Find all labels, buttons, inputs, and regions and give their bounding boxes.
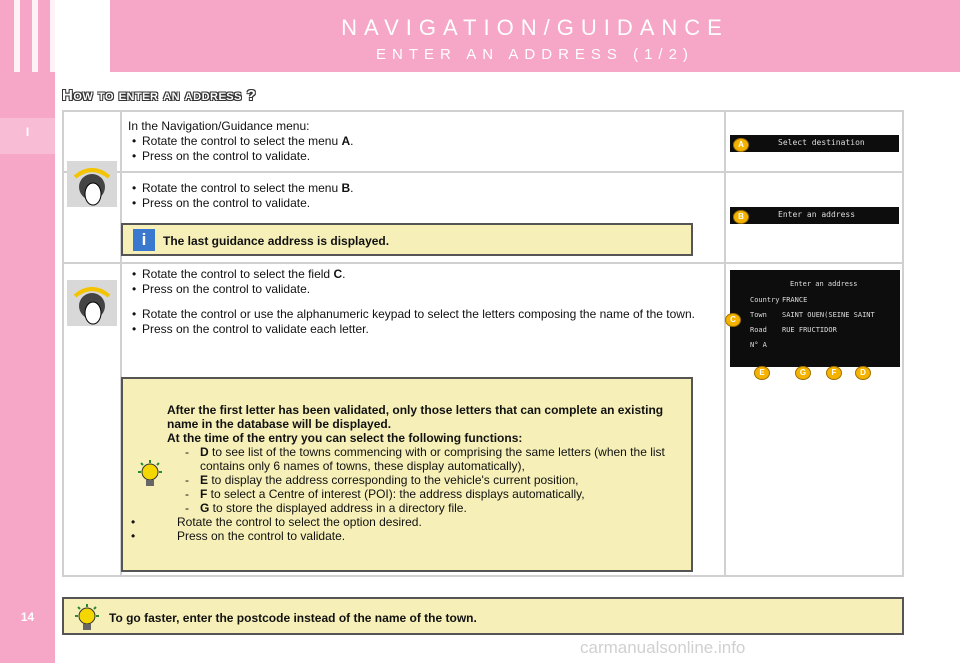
row1-step1: • Rotate the control to select the menu A. — [128, 134, 708, 149]
screen-address-form: Enter an address Country FRANCE Town SAINT OUEN(SEINE SAINT Road RUE FRUCTIDOR N° A — [730, 270, 900, 367]
marker-e: E — [754, 366, 770, 380]
row2-step2: • Press on the control to validate. — [128, 196, 708, 211]
row1-intro: In the Navigation/Guidance menu: — [128, 119, 310, 133]
marker-g: G — [795, 366, 811, 380]
page-subtitle: ENTER AN ADDRESS (1/2) — [376, 46, 694, 63]
row1-step2: • Press on the control to validate. — [128, 149, 708, 164]
tip-step1: • Rotate the control to select the option desired. — [127, 515, 692, 529]
screen-enter-address: Enter an address — [730, 207, 899, 224]
tip-content — [167, 403, 692, 543]
tip-item-d: - D to see list of the towns commencing with or comprising the same letters (when the list contains only 6 names of towns, these display automatically), — [185, 445, 665, 473]
tip-item-e: - E to display the address corresponding to the vehicle's current position, — [185, 473, 579, 487]
chapter-sidebar — [0, 0, 55, 663]
tip-note — [121, 377, 693, 572]
info-note — [121, 223, 693, 256]
tip-step2: • Press on the control to validate. — [127, 529, 692, 543]
row3-step4: • Press on the control to validate each letter. — [128, 322, 718, 337]
page-header — [110, 0, 960, 72]
row2-step1: • Rotate the control to select the menu B. — [128, 181, 708, 196]
row1-text — [128, 119, 708, 164]
row3-step2: • Press on the control to validate. — [128, 282, 718, 297]
row2-text — [128, 181, 708, 211]
info-icon: i — [133, 229, 155, 251]
marker-b: B — [733, 210, 749, 224]
watermark: carmanualsonline.info — [580, 638, 746, 657]
screen-select-destination: Select destination — [730, 135, 899, 152]
rotary-knob-icon — [67, 161, 117, 207]
lightbulb-icon — [135, 459, 165, 494]
lightbulb-icon — [72, 603, 102, 638]
footer-text: To go faster, enter the postcode instead of the name of the town. — [109, 611, 477, 625]
row3-step3: • Rotate the control or use the alphanumeric keypad to select the letters composing the name of the town. — [128, 307, 718, 322]
tip-line2: At the time of the entry you can select the following functions: — [167, 431, 523, 445]
header-stripes — [10, 0, 110, 72]
row3-step1: • Rotate the control to select the field C. — [128, 267, 718, 282]
info-text: The last guidance address is displayed. — [163, 234, 390, 248]
tip-item-g: - G to store the displayed address in a directory file. — [185, 501, 467, 515]
marker-d: D — [855, 366, 871, 380]
tip-line1: After the first letter has been validated, only those letters that can complete an existing name in the database will be displayed. — [167, 403, 664, 431]
page-title: NAVIGATION/GUIDANCE — [341, 15, 729, 40]
row3-text — [128, 267, 718, 337]
rotary-knob-icon — [67, 280, 117, 326]
footer-tip — [62, 597, 904, 635]
marker-a: A — [733, 138, 749, 152]
section-heading: How to enter an address ? — [62, 87, 257, 104]
tip-item-f: - F to select a Centre of interest (POI): the address displays automatically, — [185, 487, 585, 501]
page-number: 14 — [20, 610, 35, 624]
chapter-marker: I — [0, 118, 55, 154]
marker-c: C — [725, 313, 741, 327]
marker-f: F — [826, 366, 842, 380]
